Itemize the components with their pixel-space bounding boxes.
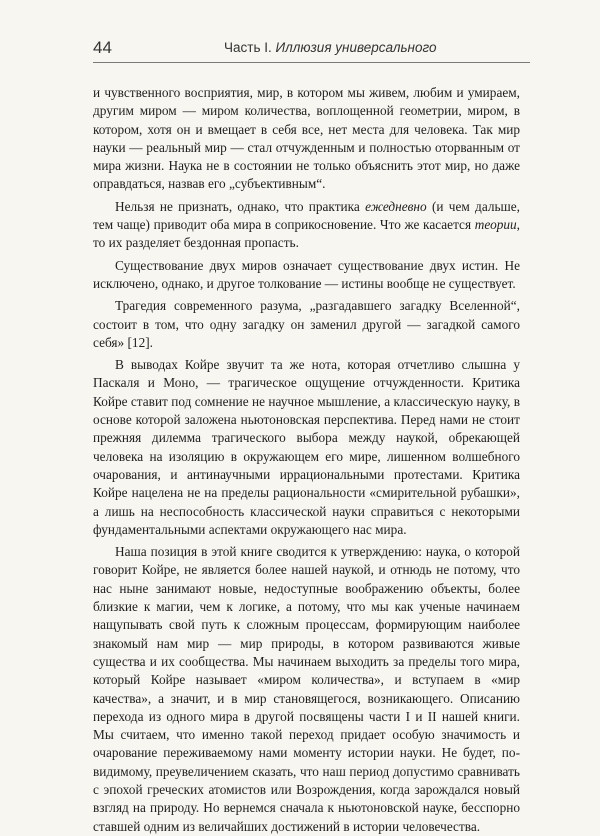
paragraph-2-emphasis-a: ежедневно xyxy=(365,198,427,214)
paragraph-2-text-c: , то их разделяет бездонная пропасть. xyxy=(93,217,520,251)
paragraph-2-text-b: (и чем дальше, тем чаще) приводит оба мира в соприкосновение. Что же касается xyxy=(93,198,521,233)
chapter-title: Иллюзия универсального xyxy=(275,40,437,55)
paragraph-2 xyxy=(93,198,520,253)
paragraph-3: Существование двух миров означает существование двух истин. Не исключено, однако, и другое толкование — истины вообще не существует. xyxy=(93,257,520,291)
page-number: 44 xyxy=(93,38,112,57)
running-header xyxy=(93,36,530,63)
paragraph-5: В выводах Койре звучит та же нота, которая отчетливо слышна у Паскаля и Моно, — трагическое ощущение отчужденности. Критика Койре ставит под сомнение не научное мышление, а классическую науку, в основе которой заложена ньютоновская перспектива. Перед нами не стоит прежняя дилемма трагического выбора между наукой, обрекающей человека на изоляцию в окружающем его мире, лишенном волшебного очарования, и антинаучными иррациональными протестами. Критика Койре нацелена не на пределы рациональности «смирительной рубашки», а лишь на неспособность классической науки справиться с некоторыми фундаментальными аспектами окружающего нас мира. xyxy=(93,357,520,537)
paragraph-6: Наша позиция в этой книге сводится к утверждению: наука, о которой говорит Койре, не является более нашей наукой, и отнюдь не потому, что нас ныне занимают новые, недоступные воображению объекты, более близкие к магии, чем к логике, а потому, что мы как ученые начинаем нащупывать свой путь к сложным процессам, формирующим наиболее знакомый нам мир — мир природы, в котором развиваются живые существа и их сообщества. Мы начинаем выходить за пределы того мира, который Койре называет «миром количества», и вступаем в «мир качества», а значит, и в мир становящегося, возникающего. Описанию перехода из одного мира в другой посвящены части I и II нашей книги. Мы считаем, что именно такой переход придает особую значимость и очарование переживаемому нами моменту истории науки. Не будет, по-видимому, преувеличением сказать, что наш период допустимо сравнивать с эпохой греческих атомистов или Возрождения, когда зарождался новый взгляд на природу. Но вернемся сначала к ньютоновской науке, бесспорно ставшей одним из величайших достижений в истории человечества. xyxy=(93,544,520,834)
chapter-heading xyxy=(224,40,437,55)
paragraph-4: Трагедия современного разума, „разгадавшего загадку Вселенной“, состоит в том, что одну загадку он заменил другой — загадкой самого себя» [12]. xyxy=(93,298,520,350)
body-text xyxy=(93,84,520,836)
part-label: Часть I. xyxy=(224,40,272,55)
paragraph-1: и чувственного восприятия, мир, в котором мы живем, любим и умираем, другим миром — миром количества, воплощенной геометрии, миром, в котором, хотя он и вмещает в себя все, нет места для человека. Так мир науки — реальный мир — стал отчужденным и полностью оторванным от мира жизни. Наука не в состоянии не только объяснить этот мир, но даже оправдаться, назвав его „субъективным“. xyxy=(93,85,520,192)
paragraph-2-text-a: Нельзя не признать, однако, что практика xyxy=(115,198,366,214)
paragraph-2-emphasis-b: теории xyxy=(474,217,517,233)
